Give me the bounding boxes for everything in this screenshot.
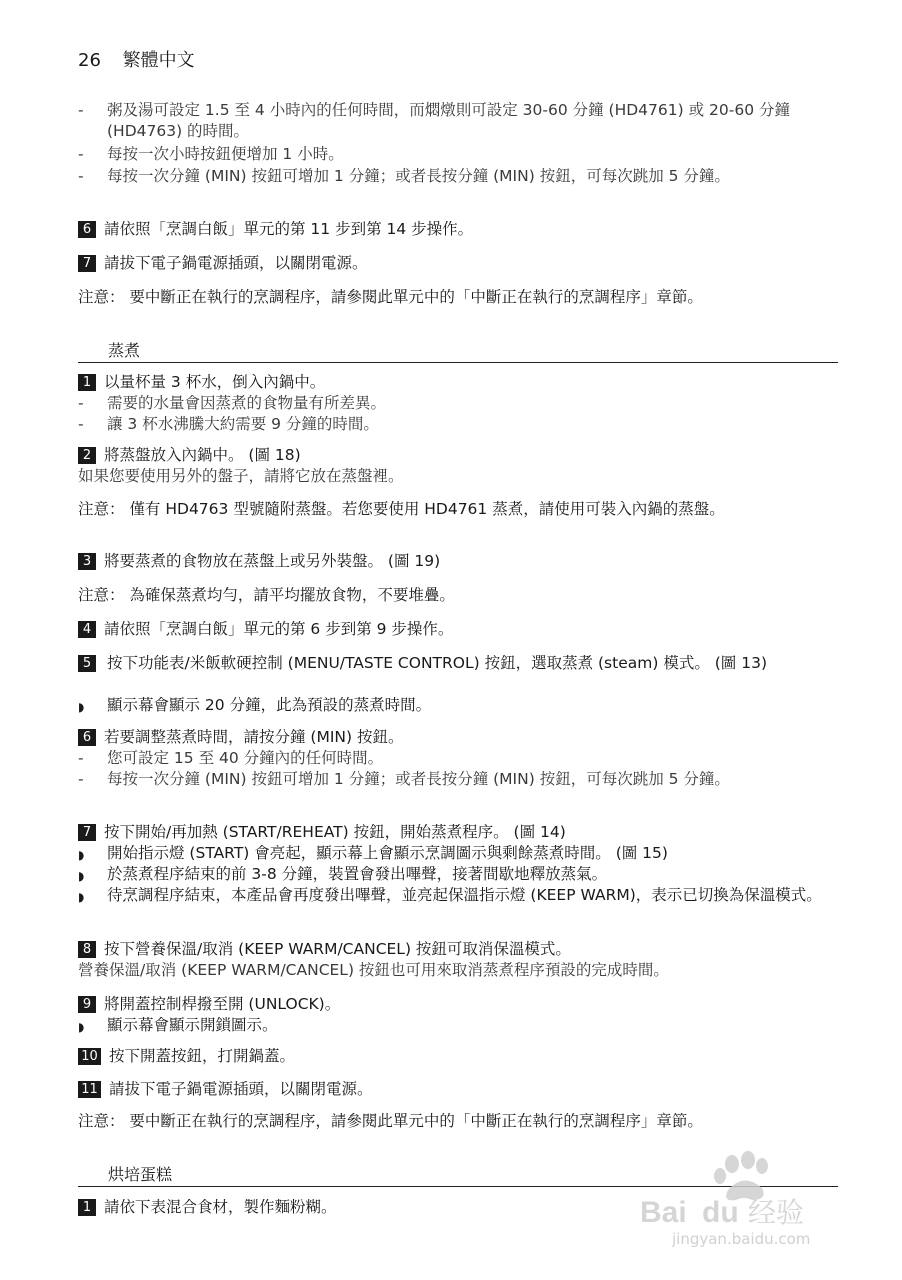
result-item: ◗ 待烹調程序結束，本產品會再度發出嗶聲，並亮起保溫指示燈 (KEEP WARM)，表示已切換為保溫模式。	[78, 885, 857, 906]
step-number: 1	[78, 1199, 96, 1216]
step-number: 7	[78, 255, 96, 272]
bullet-item: - 粥及湯可設定 1.5 至 4 小時內的任何時間，而燜燉則可設定 30-60 分鐘 (HD4761) 或 20-60 分鐘 (HD4763) 的時間。	[78, 101, 790, 140]
result-item: ◗ 顯示幕會顯示開鎖圖示。	[78, 1015, 857, 1036]
note: 注意： 要中斷正在執行的烹調程序，請參閱此單元中的「中斷正在執行的烹調程序」章節。	[78, 288, 703, 306]
result-item: ◗ 開始指示燈 (START) 會亮起，顯示幕上會顯示烹調圖示與剩餘蒸煮時間。 (圖 15)	[78, 843, 857, 864]
note: 注意： 為確保蒸煮均勻，請平均擺放食物，不要堆疊。	[78, 586, 455, 604]
result-bullet-icon: ◗	[78, 848, 85, 862]
step: 2 將蒸盤放入內鍋中。 (圖 18)	[78, 445, 828, 466]
step-number: 6	[78, 221, 96, 238]
bullet-item: - 讓 3 杯水沸騰大約需要 9 分鐘的時間。	[78, 415, 379, 433]
note: 注意： 要中斷正在執行的烹調程序，請參閱此單元中的「中斷正在執行的烹調程序」章節。	[78, 1112, 703, 1130]
step-number: 8	[78, 941, 96, 958]
result-bullet-icon: ◗	[78, 869, 85, 883]
step-number: 5	[78, 655, 96, 672]
step: 1 以量杯量 3 杯水，倒入內鍋中。	[78, 372, 828, 393]
step	[78, 219, 828, 240]
svg-text:Bai: Bai	[640, 1196, 687, 1229]
step: 3 將要蒸煮的食物放在蒸盤上或另外裝盤。 (圖 19)	[78, 551, 828, 572]
bullet-item: - 每按一次分鐘 (MIN) 按鈕可增加 1 分鐘；或者長按分鐘 (MIN) 按鈕，可每次跳加 5 分鐘。	[78, 167, 730, 185]
step-subtext: 如果您要使用另外的盤子，請將它放在蒸盤裡。	[78, 467, 404, 485]
step-number: 10	[78, 1048, 101, 1065]
step-number: 6	[78, 729, 96, 746]
svg-text:经验: 经验	[748, 1196, 805, 1229]
result-bullet-icon: ◗	[78, 890, 85, 904]
result-bullet-icon: ◗	[78, 1020, 85, 1034]
step: 9 將開蓋控制桿撥至開 (UNLOCK)。	[78, 994, 828, 1015]
page-number: 26	[78, 50, 101, 71]
result-bullet-icon: ◗	[78, 700, 85, 714]
step-number: 2	[78, 447, 96, 464]
step	[78, 253, 828, 274]
step-number: 1	[78, 374, 96, 391]
svg-text:du: du	[702, 1196, 739, 1229]
step: 8 按下營養保溫/取消 (KEEP WARM/CANCEL) 按鈕可取消保溫模式。	[78, 939, 828, 960]
bullet-item: - 需要的水量會因蒸煮的食物量有所差異。	[78, 394, 387, 412]
bullet-item: - 您可設定 15 至 40 分鐘內的任何時間。	[78, 749, 384, 767]
page-header	[78, 46, 195, 72]
result-item: ◗ 顯示幕會顯示 20 分鐘，此為預設的蒸煮時間。	[78, 695, 857, 716]
note: 注意： 僅有 HD4763 型號隨附蒸盤。若您要使用 HD4761 蒸煮，請使用可裝入內鍋的蒸盤。	[78, 500, 725, 518]
step-number: 9	[78, 996, 96, 1013]
language-label: 繁體中文	[122, 50, 195, 71]
step: 11 請拔下電子鍋電源插頭，以關閉電源。	[78, 1079, 828, 1100]
step-number: 7	[78, 824, 96, 841]
step: 5 按下功能表/米飯軟硬控制 (MENU/TASTE CONTROL) 按鈕，選取蒸煮 (steam) 模式。 (圖 13)	[78, 653, 828, 674]
section-heading-cake: 烘培蛋糕	[78, 1162, 838, 1187]
step: 4 請依照「烹調白飯」單元的第 6 步到第 9 步操作。	[78, 619, 828, 640]
section-heading-steam: 蒸煮	[78, 338, 838, 363]
step: 10 按下開蓋按鈕，打開鍋蓋。	[78, 1046, 828, 1067]
step-subtext: 營養保溫/取消 (KEEP WARM/CANCEL) 按鈕也可用來取消蒸煮程序預設的完成時間。	[78, 961, 669, 979]
step-number: 3	[78, 553, 96, 570]
step-number: 11	[78, 1081, 101, 1098]
step: 1 請依下表混合食材，製作麵粉糊。	[78, 1197, 828, 1218]
result-item: ◗ 於蒸煮程序結束的前 3-8 分鐘，裝置會發出嗶聲，接著間歇地釋放蒸氣。	[78, 864, 857, 885]
step-number: 4	[78, 621, 96, 638]
step: 7 按下開始/再加熱 (START/REHEAT) 按鈕，開始蒸煮程序。 (圖 14)	[78, 822, 828, 843]
bullet-item: - 每按一次小時按鈕便增加 1 小時。	[78, 145, 344, 163]
paw-icon	[632, 1150, 852, 1250]
step: 6 若要調整蒸煮時間，請按分鐘 (MIN) 按鈕。	[78, 727, 828, 748]
baidu-watermark	[632, 1150, 852, 1250]
step-text: 請拔下電子鍋電源插頭，以關閉電源。	[104, 254, 368, 272]
svg-text:jingyan.baidu.com: jingyan.baidu.com	[672, 1230, 811, 1248]
step-text: 請依照「烹調白飯」單元的第 11 步到第 14 步操作。	[104, 220, 474, 238]
bullet-item: - 每按一次分鐘 (MIN) 按鈕可增加 1 分鐘；或者長按分鐘 (MIN) 按鈕，可每次跳加 5 分鐘。	[78, 770, 730, 788]
